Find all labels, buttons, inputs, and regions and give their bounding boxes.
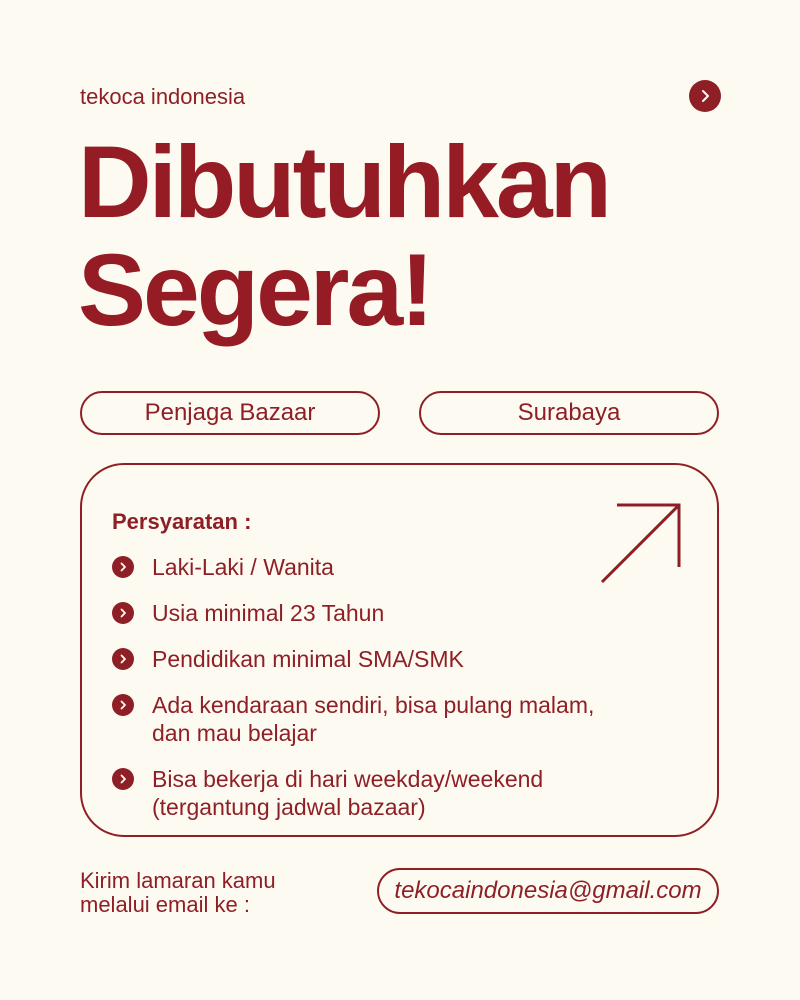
requirement-text-continued: (tergantung jadwal bazaar) <box>152 794 426 820</box>
apply-instruction-line-1: Kirim lamaran kamu <box>80 868 276 893</box>
bullet-chevron-icon <box>112 768 134 790</box>
email-link[interactable]: tekocaindonesia@gmail.com <box>377 868 719 914</box>
requirement-text: Usia minimal 23 Tahun <box>152 600 385 626</box>
requirement-item <box>112 765 642 821</box>
bullet-chevron-icon <box>112 602 134 624</box>
location-pill: Surabaya <box>419 391 719 435</box>
brand-name: tekoca indonesia <box>80 84 246 109</box>
headline-line-1: Dibutuhkan <box>78 125 609 239</box>
bullet-chevron-icon <box>112 694 134 716</box>
requirements-title: Persyaratan : <box>112 509 252 534</box>
chevron-right-icon <box>698 89 712 103</box>
next-button[interactable] <box>689 80 721 112</box>
requirements-card <box>80 463 719 837</box>
requirement-item <box>112 645 642 673</box>
bullet-chevron-icon <box>112 648 134 670</box>
requirement-text: Bisa bekerja di hari weekday/weekend <box>152 766 544 792</box>
headline <box>78 125 609 347</box>
requirement-text: Pendidikan minimal SMA/SMK <box>152 646 464 672</box>
requirements-list <box>112 553 642 839</box>
requirement-text-continued: dan mau belajar <box>152 720 317 746</box>
position-pill: Penjaga Bazaar <box>80 391 380 435</box>
apply-instruction-line-2: melalui email ke : <box>80 892 250 917</box>
requirement-item <box>112 599 642 627</box>
requirement-text: Ada kendaraan sendiri, bisa pulang malam, <box>152 692 595 718</box>
requirement-item <box>112 691 642 747</box>
bullet-chevron-icon <box>112 556 134 578</box>
requirement-item <box>112 553 642 581</box>
apply-instruction <box>80 869 340 917</box>
headline-line-2: Segera! <box>78 233 432 347</box>
requirement-text: Laki-Laki / Wanita <box>152 554 334 580</box>
